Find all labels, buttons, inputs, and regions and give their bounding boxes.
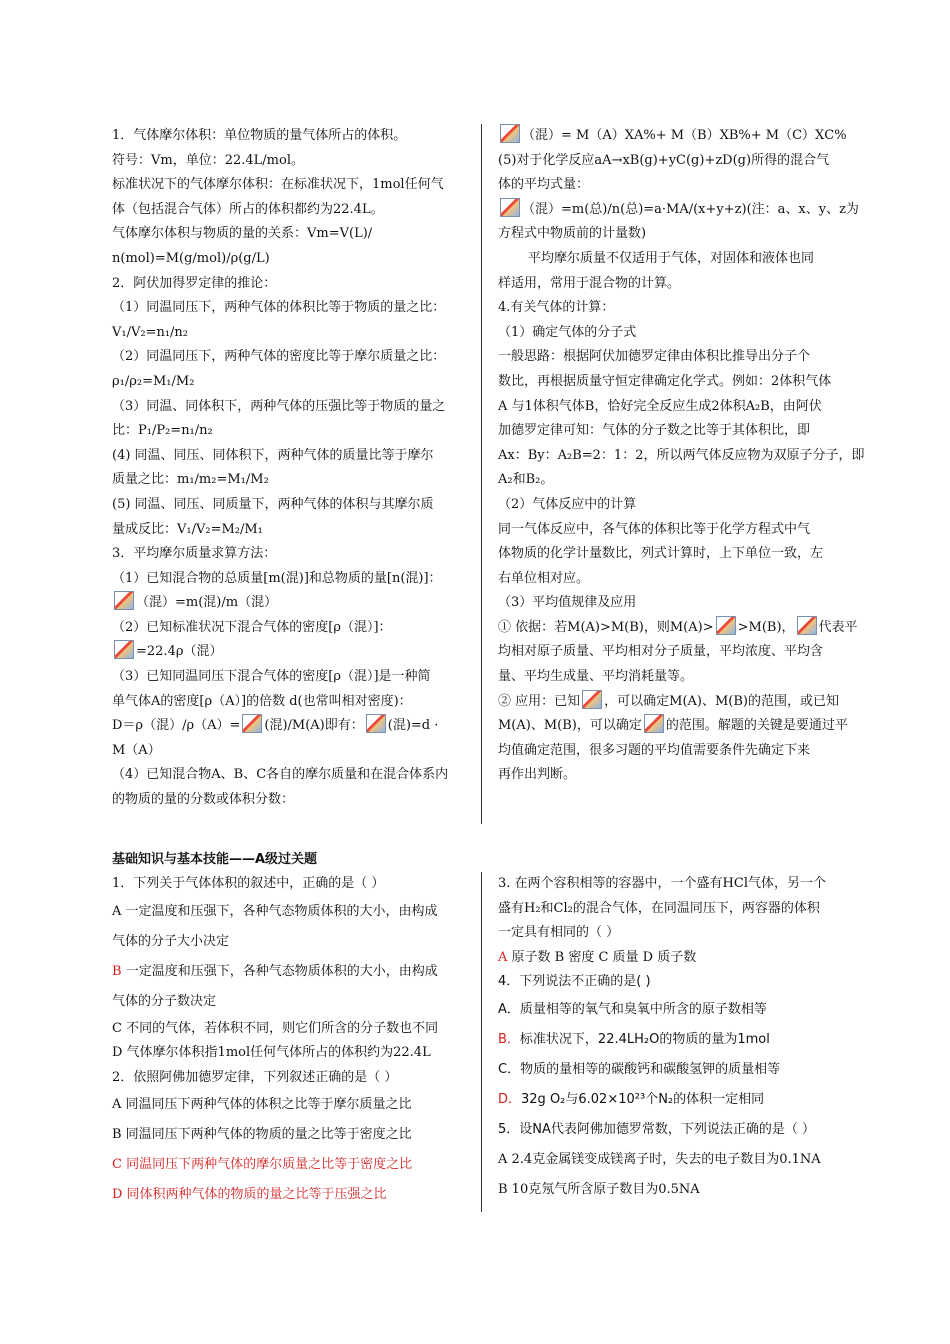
option-line xyxy=(498,946,854,971)
text-line: (5)对于化学反应aA→xB(g)+yC(g)+zD(g)所得的混合气 xyxy=(498,152,830,168)
text-line xyxy=(498,124,850,149)
text-line: 再作出判断。 xyxy=(498,767,577,783)
text-line: A₂和B₂。 xyxy=(498,472,554,488)
questions-right-column xyxy=(498,872,854,1205)
text-line xyxy=(112,591,468,616)
text-span: 32g O₂与6.02×10²³个N₂的体积一定相同 xyxy=(521,1091,765,1107)
text-span: (混)=d · xyxy=(387,718,439,734)
text-line: 3．平均摩尔质量求算方法： xyxy=(112,546,277,562)
formula-image-icon xyxy=(500,198,520,217)
text-line: ρ₁/ρ₂=M₁/M₂ xyxy=(112,373,195,389)
answer-marker: D． xyxy=(498,1091,522,1107)
option-line xyxy=(498,1025,854,1055)
text-span: M(A)、M(B)，可以确定 xyxy=(498,718,642,734)
question-stem: 1．下列关于气体体积的叙述中，正确的是（ ） xyxy=(112,876,385,891)
option-line xyxy=(498,1085,854,1115)
text-line: 比：P₁/P₂=n₁/n₂ xyxy=(112,423,213,439)
text-line: (5) 同温、同压、同质量下，两种气体的体积与其摩尔质 xyxy=(112,496,434,512)
answer-marker: B xyxy=(112,963,122,979)
text-line: （3）同温、同体积下，两种气体的压强比等于物质的量之 xyxy=(112,398,446,414)
option-line: 气体的分子大小决定 xyxy=(112,933,230,949)
notes-right-column xyxy=(498,124,865,788)
text-span: 标准状况下，22.4LH₂O的物质的量为1mol xyxy=(519,1031,770,1047)
text-line: 的物质的量的分数或体积分数： xyxy=(112,792,295,808)
text-line: （1）同温同压下，两种气体的体积比等于物质的量之比： xyxy=(112,300,446,316)
text-line xyxy=(498,616,858,641)
answer-option-line: D 同体积两种气体的物质的量之比等于压强之比 xyxy=(112,1187,387,1203)
text-span: ① 依据：若M(A)>M(B)，则M(A)> xyxy=(498,619,714,635)
notes-left-column xyxy=(112,124,468,813)
formula-image-icon xyxy=(366,714,386,733)
text-span: =22.4ρ（混） xyxy=(136,644,223,660)
text-line xyxy=(112,640,468,665)
formula-image-icon xyxy=(242,714,262,733)
text-line: 平均摩尔质量不仅适用于气体，对固体和液体也同 xyxy=(528,250,815,266)
column-divider xyxy=(481,872,482,1212)
formula-image-icon xyxy=(582,690,602,709)
column-divider xyxy=(481,124,482,824)
text-line: （1）确定气体的分子式 xyxy=(498,324,637,340)
text-line: M（A） xyxy=(112,742,161,758)
option-line: C 不同的气体，若体积不同，则它们所含的分子数也不同 xyxy=(112,1020,439,1036)
text-line: A 与1体积气体B，恰好完全反应生成2体积A₂B，由阿伏 xyxy=(498,398,822,414)
text-line xyxy=(112,714,468,739)
text-line: 量、平均生成量、平均消耗量等。 xyxy=(498,669,694,685)
option-line: B 10克氖气所含原子数目为0.5NA xyxy=(498,1181,700,1197)
text-span: 一定温度和压强下，各种气态物质体积的大小，由构成 xyxy=(121,963,438,979)
text-span: ，可以确定M(A)、M(B)的范围，或已知 xyxy=(604,693,839,709)
text-line: 标准状况下的气体摩尔体积：在标准状况下，1mol任何气 xyxy=(112,177,444,193)
text-line: 质量之比：m₁/m₂=M₁/M₂ xyxy=(112,472,269,488)
formula-image-icon xyxy=(797,616,817,635)
text-span: 的范围。解题的关键是要通过平 xyxy=(665,718,848,734)
text-line: 方程式中物质前的计量数) xyxy=(498,226,647,242)
text-span: >M(B)， xyxy=(737,619,795,635)
answer-option-line: C 同温同压下两种气体的摩尔质量之比等于密度之比 xyxy=(112,1157,413,1173)
question-stem: 4．下列说法不正确的是( ) xyxy=(498,974,651,990)
text-line: (4) 同温、同压、同体积下，两种气体的质量比等于摩尔 xyxy=(112,447,434,463)
question-stem: 3. 在两个容积相等的容器中，一个盛有HCl气体，另一个 xyxy=(498,876,826,891)
text-line: 4.有关气体的计算： xyxy=(498,300,615,316)
option-line: D 气体摩尔体积指1mol任何气体所占的体积约为22.4L xyxy=(112,1045,431,1061)
text-line: 1．气体摩尔体积：单位物质的量气体所占的体积。 xyxy=(112,128,407,143)
text-span: ② 应用：已知 xyxy=(498,693,581,709)
text-line: 样适用，常用于混合物的计算。 xyxy=(498,275,681,291)
text-line: （3）平均值规律及应用 xyxy=(498,595,637,611)
text-span: （混）=m(总)/n(总)=a·MA/(x+y+z)(注：a、x、y、z为 xyxy=(522,201,859,217)
option-line: C．物质的量相等的碳酸钙和碳酸氢钾的质量相等 xyxy=(498,1061,781,1077)
answer-marker: B． xyxy=(498,1031,520,1047)
text-line: 体物质的化学计量数比，列式计算时，上下单位一致，左 xyxy=(498,546,824,562)
question-stem: 盛有H₂和Cl₂的混合气体，在同温同压下，两容器的体积 xyxy=(498,900,820,916)
text-line: 数比，再根据质量守恒定律确定化学式。例如：2体积气体 xyxy=(498,373,832,389)
question-stem: 2．依照阿佛加德罗定律，下列叙述正确的是（ ） xyxy=(112,1069,398,1085)
text-line: 符号：Vm，单位：22.4L/mol。 xyxy=(112,152,304,168)
text-line: 气体摩尔体积与物质的量的关系：Vm=V(L)/ xyxy=(112,226,373,242)
answer-marker: A xyxy=(498,949,508,965)
option-line: B 同温同压下两种气体的物质的量之比等于密度之比 xyxy=(112,1127,412,1143)
text-line xyxy=(498,690,850,715)
text-line: n(mol)=M(g/mol)/ρ(g/L) xyxy=(112,250,270,266)
text-span: 代表平 xyxy=(818,619,858,635)
text-line: （3）已知同温同压下混合气体的密度[ρ（混）]是一种简 xyxy=(112,669,431,685)
formula-image-icon xyxy=(114,591,134,610)
text-line: 量成反比：V₁/V₂=M₂/M₁ xyxy=(112,521,263,537)
text-line: 右单位相对应。 xyxy=(498,570,590,586)
question-stem: 5．设NA代表阿佛加德罗常数，下列说法正确的是（ ） xyxy=(498,1121,816,1137)
text-line: 均值确定范围，很多习题的平均值需要条件先确定下来 xyxy=(498,742,811,758)
text-span: （混）=m(混)/m（混） xyxy=(136,595,278,611)
option-line: A．质量相等的氧气和臭氧中所含的原子数相等 xyxy=(498,1001,767,1017)
text-line: 体（包括混合气体）所占的体积都约为22.4L。 xyxy=(112,201,384,217)
option-line: 气体的分子数决定 xyxy=(112,993,217,1009)
question-stem: 一定具有相同的（ ） xyxy=(498,925,620,941)
text-line: 同一气体反应中，各气体的体积比等于化学方程式中气 xyxy=(498,521,811,537)
text-line: （2）气体反应中的计算 xyxy=(498,496,637,512)
text-span: D＝ρ（混）/ρ（A）= xyxy=(112,718,241,734)
text-line: 单气体A的密度[ρ（A）]的倍数 d(也常叫相对密度)： xyxy=(112,693,412,709)
text-line xyxy=(498,198,859,223)
text-line: （2）同温同压下，两种气体的密度比等于摩尔质量之比： xyxy=(112,349,446,365)
text-line: （1）已知混合物的总质量[m(混)]和总物质的量[n(混)]： xyxy=(112,570,442,586)
text-span: （混）= M（A）ⅩA%+ M（B）ⅩB%+ M（C）ⅩC% xyxy=(522,128,847,143)
section-title: 基础知识与基本技能——A级过关题 xyxy=(112,852,318,867)
text-line: V₁/V₂=n₁/n₂ xyxy=(112,324,189,340)
text-line: 一般思路：根据阿伏加德罗定律由体积比推导出分子个 xyxy=(498,349,811,365)
text-line: 体的平均式量： xyxy=(498,177,590,193)
formula-image-icon xyxy=(500,124,520,143)
text-line: （4）已知混合物A、B、C各自的摩尔质量和在混合体系内 xyxy=(112,767,449,783)
option-line xyxy=(112,957,468,987)
option-line: A 一定温度和压强下，各种气态物质体积的大小，由构成 xyxy=(112,903,438,919)
option-line: A 2.4克金属镁变成镁离子时，失去的电子数目为0.1NA xyxy=(498,1151,821,1167)
formula-image-icon xyxy=(114,640,134,659)
text-line: 2．阿伏加得罗定律的推论： xyxy=(112,275,277,291)
text-span: 原子数 B 密度 C 质量 D 质子数 xyxy=(507,949,697,965)
text-line: 均相对原子质量、平均相对分子质量，平均浓度、平均含 xyxy=(498,644,824,660)
text-line: 加德罗定律可知：气体的分子数之比等于其体积比，即 xyxy=(498,423,811,439)
option-line: A 同温同压下两种气体的体积之比等于摩尔质量之比 xyxy=(112,1097,412,1113)
formula-image-icon xyxy=(716,616,736,635)
text-line: （2）已知标准状况下混合气体的密度[ρ（混）]： xyxy=(112,619,392,635)
text-line: Ax：By：A₂B=2：1：2，所以两气体反应物为双原子分子，即 xyxy=(498,447,865,463)
text-line xyxy=(498,714,850,739)
questions-left-column xyxy=(112,872,468,1210)
text-span: (混)/M(A)即有： xyxy=(264,718,364,734)
formula-image-icon xyxy=(644,714,664,733)
